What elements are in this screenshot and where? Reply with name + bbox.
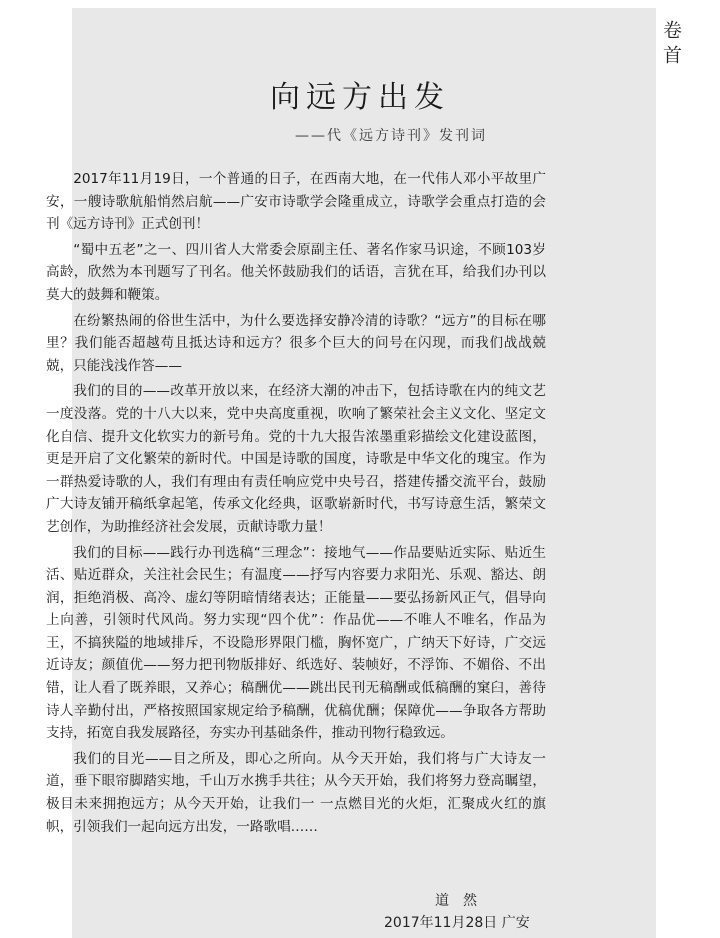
author-signature: 道然 xyxy=(435,893,491,909)
article-title: 向远方出发 xyxy=(270,80,450,115)
section-label: 卷首 xyxy=(660,20,682,70)
signature-date: 2017年11月28日 广安 xyxy=(384,915,530,931)
paragraph-2: “蜀中五老”之一、四川省人大常委会原副主任、著名作家马识途，不顾103岁高龄，欣然为本刊题写了刊名。他关怀鼓励我们的话语，言犹在耳，给我们办刊以莫大的鼓舞和鞭策。 xyxy=(46,241,546,303)
paragraph-1: 2017年11月19日，一个普通的日子，在西南大地，在一代伟人邓小平故里广安，一艘诗歌航船悄然启航——广安市诗歌学会隆重成立，诗歌学会重点打造的会刊《远方诗刊》正式创刊！ xyxy=(46,171,546,233)
paragraph-4: 我们的目的——改革开放以来，在经济大潮的冲击下，包括诗歌在内的纯文艺一度没落。党的十八大以来，党中央高度重视，吹响了繁荣社会主义文化、坚定文化自信、提升文化软实力的新号角。党的十九大报告浓墨重彩描绘文化建设蓝图，更是开启了文化繁荣的新时代。中国是诗歌的国度，诗歌是中华文化的瑰宝。作为一群热爱诗歌的人，我们有理由有责任响应党中央号召，搭建传播交流平台，鼓励广大诗友铺开稿纸拿起笔，传承文化经典，讴歌崭新时代，书写诗意生活，繁荣文艺创作，为助推经济社会发展，贡献诗歌力量！ xyxy=(46,383,546,535)
paragraph-5: 我们的目标——践行办刊选稿“三理念”：接地气——作品要贴近实际、贴近生活、贴近群众，关注社会民生；有温度——抒写内容要力求阳光、乐观、豁达、朗润，拒绝消极、高冷、虚幻等阴暗情绪表达；正能量——要弘扬新风正气，倡导向上向善，引领时代风尚。努力实现“四个优”：作品优——不唯人不唯名，作品为王，不搞狭隘的地域排斥，不设隐形界限门槛，胸怀宽广，广纳天下好诗，广交远近诗友；颜值优——努力把刊物版排好、纸选好、装帧好，不浮饰、不媚俗、不出错，让人看了既养眼，又养心；稿酬优——跳出民刊无稿酬或低稿酬的窠臼，善待诗人辛勤付出，严格按照国家规定给予稿酬，优稿优酬；保障优——争取各方帮助支持，拓宽自我发展路径，夯实办刊基础条件，推动刊物行稳致远。 xyxy=(46,544,546,742)
paragraph-6: 我们的目光——目之所及，即心之所向。从今天开始，我们将与广大诗友一道，垂下眼帘脚踏实地，千山万水携手共往；从今天开始，我们将努力登高瞩望，极目未来拥抱远方；从今天开始，让我们一 一点燃目光的火炬，汇聚成火红的旗帜，引领我们一起向远方出发，一路歌唱…… xyxy=(46,750,546,835)
paragraph-3: 在纷繁热闹的俗世生活中，为什么要选择安静冷清的诗歌？“远方”的目标在哪里？我们能否超越苟且抵达诗和远方？很多个巨大的问号在闪现，而我们战战兢兢，只能浅浅作答—— xyxy=(46,312,546,374)
article-subtitle: ——代《远方诗刊》发刊词 xyxy=(295,128,487,144)
article-body xyxy=(46,168,546,838)
